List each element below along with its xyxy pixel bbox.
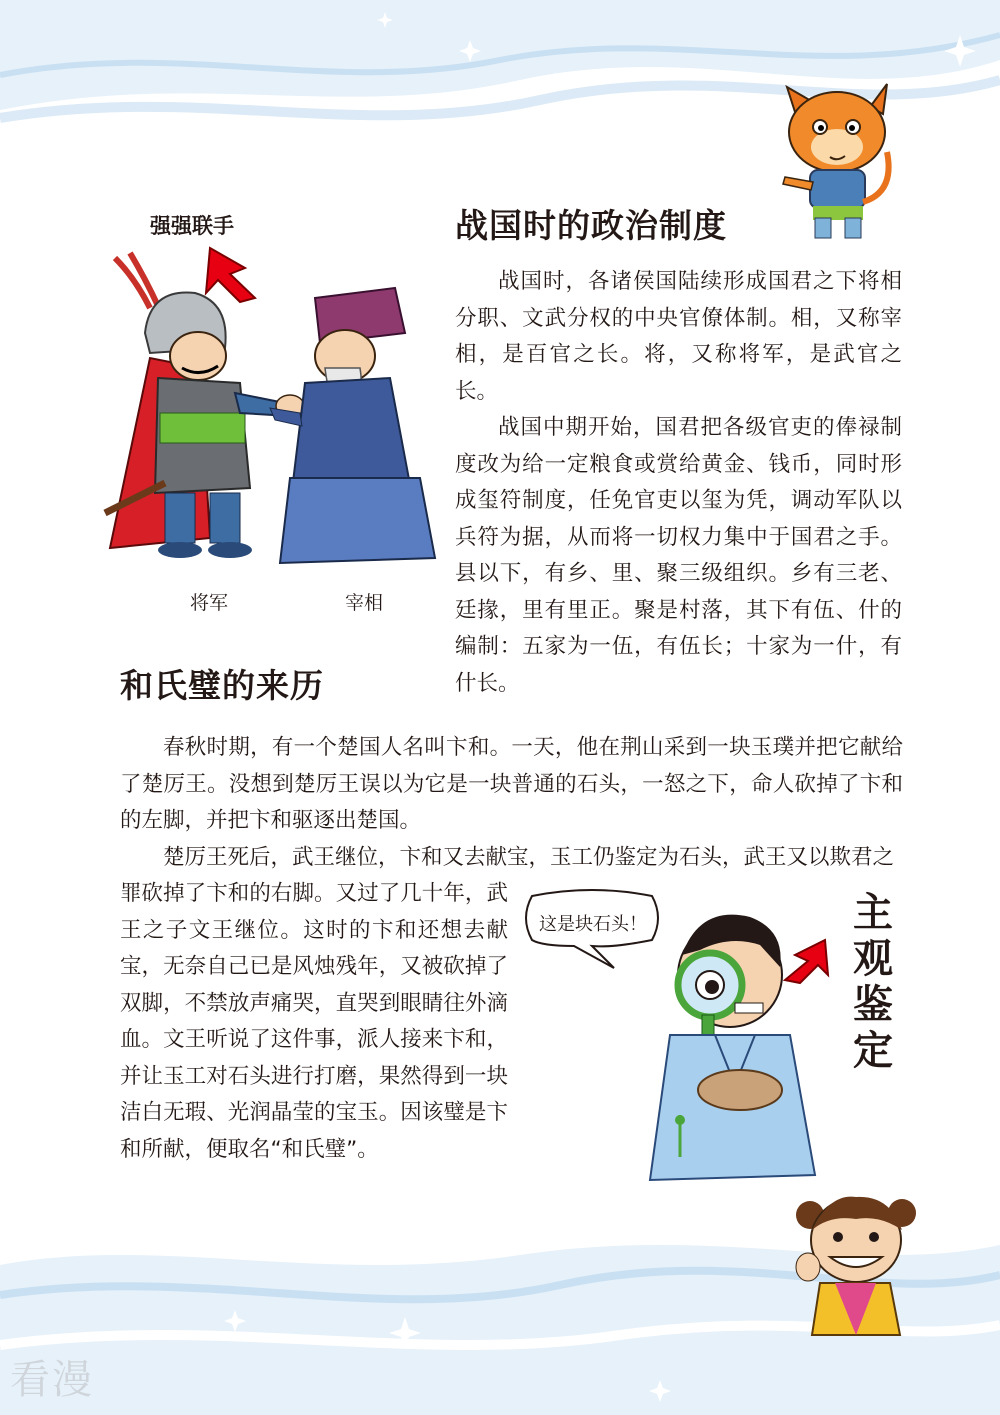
section1-body — [455, 264, 902, 702]
side-title-char: 观 — [853, 936, 893, 982]
cat-mascot-illustration — [775, 82, 900, 242]
section2-paragraph-rest: 罪砍掉了卞和的右脚。又过了几十年，武王之子文王继位。这时的卞和还想去献宝，无奈自己已是风烛残年，又被砍掉了双脚，不禁放声痛哭，直哭到眼睛往外滴血。文王听说了这件事，派人接来卞和，并让玉工对石头进行打磨，果然得到一块洁白无瑕、光润晶莹的宝玉。因该璧是卞和所献，便取名“和氏璧”。 — [120, 881, 508, 1162]
general-chancellor-illustration — [90, 238, 440, 568]
side-title-char: 主 — [853, 890, 893, 936]
section2-paragraph: 春秋时期，有一个楚国人名叫卞和。一天，他在荆山采到一块玉璞并把它献给了楚厉王。没想到楚厉王误以为它是一块普通的石头，一怒之下，命人砍掉了卞和的左脚，并把卞和驱逐出楚国。 — [120, 735, 903, 833]
speech-bubble-text: 这是块石头！ — [539, 914, 647, 935]
section2-title: 和氏璧的来历 — [120, 666, 324, 705]
side-title-char: 鉴 — [853, 982, 893, 1028]
appraiser-illustration — [640, 895, 840, 1185]
section2-body-top — [120, 730, 903, 876]
girl-mascot-illustration — [790, 1185, 920, 1345]
section2-paragraph-start: 楚厉王死后，武王继位，卞和又去献宝，玉工仍鉴定为石头，武王又以欺君之 — [163, 844, 895, 870]
section1-paragraph: 战国中期开始，国君把各级官吏的俸禄制度改为给一定粮食或赏给黄金、钱币，同时形成玺符制度，任免官吏以玺为凭，调动军队以兵符为据，从而将一切权力集中于国君之手。县以下，有乡、里、聚三级组织。乡有三老、廷掾，里有里正。聚是村落，其下有伍、什的编制：五家为一伍，有伍长；十家为一什，有什长。 — [455, 415, 902, 696]
illustration-caption: 强强联手 — [150, 214, 234, 238]
chancellor-label: 宰相 — [345, 592, 384, 614]
general-label: 将军 — [190, 592, 229, 614]
section1-title: 战国时的政治制度 — [455, 206, 727, 245]
section1-paragraph: 战国时，各诸侯国陆续形成国君之下将相分职、文武分权的中央官僚体制。相，又称宰相，是百官之长。将，又称将军，是武官之长。 — [455, 269, 902, 404]
watermark-text: 看漫 — [10, 1357, 94, 1403]
arrow-icon — [785, 940, 828, 983]
side-title-char: 定 — [853, 1028, 893, 1074]
section2-body-bottom — [120, 876, 508, 1168]
vertical-side-title — [850, 890, 896, 1074]
arrow-icon — [206, 248, 255, 302]
